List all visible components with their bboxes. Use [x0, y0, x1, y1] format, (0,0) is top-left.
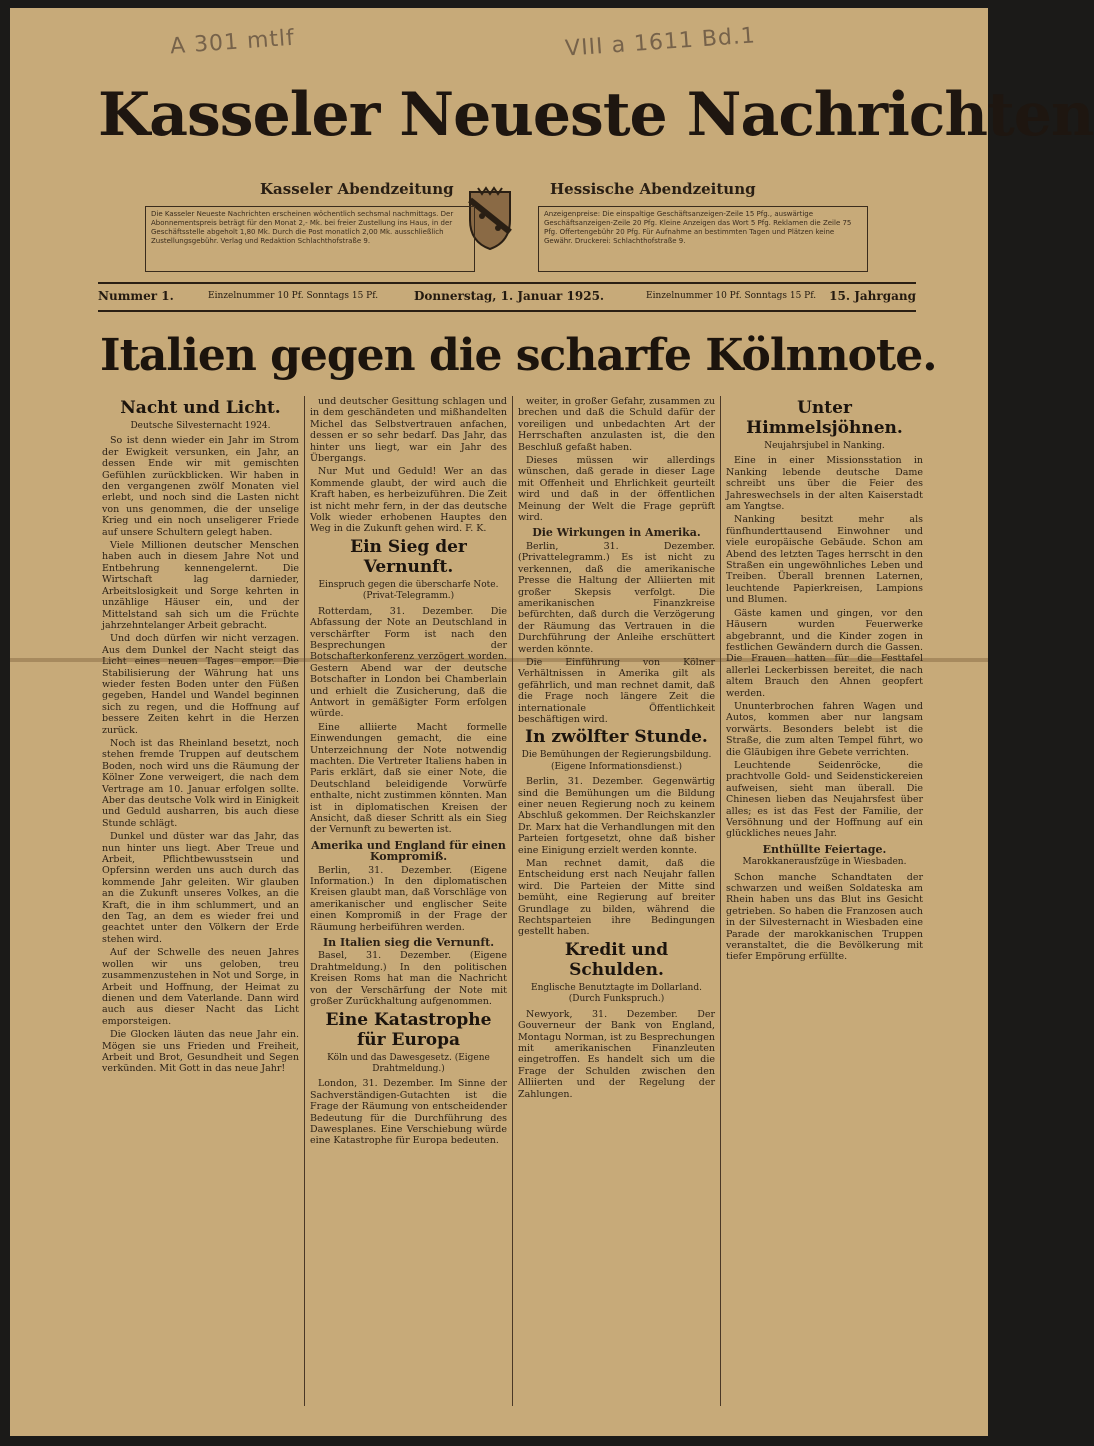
paragraph: Berlin, 31. Dezember. Gegenwärtig sind die Bemühungen um die Bildung einer neuen Regierung noch zu keinem Abschluß gekommen. Der Reichskanzler Dr. Marx hat die Verhandlungen mit den Parteien fortgesetzt, ohne daß bisher eine Einigung erzielt werden konnte.: [518, 776, 715, 856]
paragraph: So ist denn wieder ein Jahr im Strom der Ewigkeit versunken, ein Jahr, an dessen Ende wir mit gemischten Gefühlen zurückblicken. Wir haben in den vergangenen zwölf Monaten viel erlebt, und noch sind die Lasten nicht von uns genommen, die der unselige Krieg und ein noch unseligerer Friede auf unsere Schultern gelegt haben.: [102, 435, 299, 538]
paragraph: Berlin, 31. Dezember. (Privattelegramm.) Es ist nicht zu verkennen, daß die amerikanische Presse die Haltung der Alliierten mit großer Skepsis verfolgt. Die amerikanischen Finanzkreise befürchten, daß durch die Verzögerung der Räumung das Vertrauen in die Durchführung der Anleihe erschüttert werden könnte.: [518, 540, 715, 655]
paragraph: Leuchtende Seidenröcke, die prachtvolle Gold- und Seidenstickereien aufweisen, sieht man überall. Die Chinesen lieben das Neujahrsfest über alles; es ist das Fest der Familie, der Versöhnung und der Hoffnung auf ein glückliches neues Jahr.: [726, 759, 923, 840]
paragraph: Rotterdam, 31. Dezember. Die Abfassung der Note an Deutschland in verschärfter Form ist nach den Besprechungen der Botschafterkonferenz verzögert worden. Gestern Abend war der deutsche Botschafter in London bei Chamberlain und erhielt die Zusicherung, daß die Antwort in gemäßigter Form erfolgen würde.: [310, 605, 507, 720]
article-dek: Neujahrsjubel in Nanking.: [764, 441, 885, 451]
paragraph: Viele Millionen deutscher Menschen haben auch in diesem Jahre Not und Entbehrung kennengelernt. Die Wirtschaft lag darnieder, Arbeitslosigkeit und Sorge kehrten in unzählige Häuser ein, und der Mittelstand sah sich um die Früchte jahrzehntelanger Arbeit gebracht.: [102, 540, 299, 631]
article-title: Nacht und Licht.: [120, 398, 281, 418]
article-title: Ein Sieg der Vernunft.: [350, 536, 467, 577]
article-dek: Einspruch gegen die überscharfe Note. (Privat-Telegramm.): [318, 579, 499, 602]
article-dek: Englische Benutztagte im Dollarland. (Durch Funkspruch.): [531, 982, 702, 1005]
paragraph: Eine in einer Missionsstation in Nanking lebende deutsche Dame schreibt uns über die Feier des Jahreswechsels in der alten Kaiserstadt am Yangtse.: [726, 455, 923, 513]
paragraph: Newyork, 31. Dezember. Der Gouverneur der Bank von England, Montagu Norman, ist zu Besprechungen mit amerikanischen Finanzleuten eingetroffen. Es handelt sich um die Frage der Schulden zwischen den Alliierten und der Regelung der Zahlungen.: [518, 1008, 715, 1100]
issue-date: Donnerstag, 1. Januar 1925.: [414, 289, 605, 303]
article-dek: Köln und das Dawesgesetz. (Eigene Drahtmeldung.): [327, 1052, 490, 1074]
paragraph: Auf der Schwelle des neuen Jahres wollen wir uns geloben, treu zusammenzustehen in Not und Sorge, in Arbeit und Hoffnung, der Heimat zu dienen und dem Vaterlande. Dann wird auch aus dieser Nacht das Licht emporsteigen.: [102, 947, 299, 1027]
paragraph: Man rechnet damit, daß die Entscheidung erst nach Neujahr fallen wird. Die Parteien der Mitte sind bemüht, eine Regierung auf breiter Grundlage zu bilden, während die Rechtsparteien ihre Bedingungen gestellt haben.: [518, 858, 715, 938]
paragraph: Dunkel und düster war das Jahr, das nun hinter uns liegt. Aber Treue und Arbeit, Pflichtbewusstsein und Opfersinn werden uns auch durch das kommende Jahr geleiten. Wir glauben an die Zukunft unseres Volkes, an die Kraft, die in ihm schlummert, und an den Tag, an dem es wieder frei und geachtet unter den Völkern der Erde stehen wird.: [102, 831, 299, 945]
pencil-mark-left: A 301 mtlf: [169, 25, 296, 60]
column-2: [310, 396, 507, 1416]
subtitle-right: Hessische Abendzeitung: [550, 180, 756, 198]
subtitle-left: Kasseler Abendzeitung: [260, 180, 454, 198]
article-title: Eine Katastrophe für Europa: [325, 1009, 492, 1050]
article-title: In Italien sieg die Vernunft.: [322, 936, 495, 950]
column-rule: [720, 396, 721, 1406]
article-dek: Die Bemühungen der Regierungsbildung. (Eigene Informationsdienst.): [521, 750, 712, 772]
price-right: Einzelnummer 10 Pf. Sonntags 15 Pf.: [646, 291, 817, 301]
paragraph: weiter, in großer Gefahr, zusammen zu brechen und daß die Schuld dafür der voreiligen und unbedachten Art der Herrschaften anzulasten ist, die den Beschluß gefaßt haben.: [518, 396, 715, 453]
paragraph: Nanking besitzt mehr als fünfhunderttausend Einwohner und viele europäische Gebäude. Schon am Abend des letzten Tages herrscht in den Straßen ein ungewöhnliches Leben und Treiben. Überall brennen Laternen, leuchtende Papierkreisen, Lampions und Blumen.: [726, 514, 923, 606]
paragraph: Gäste kamen und gingen, vor den Häusern wurden Feuerwerke abgebrannt, und die Kinder zogen in festlichen Gewändern durch die Gassen. Die Frauen hatten für die Festtafel allerlei Leckerbissen bereitet, die nach altem Brauch den Ahnen geopfert werden.: [726, 607, 923, 699]
article-title: Enthüllte Feiertage.: [762, 842, 887, 856]
issue-number: Nummer 1.: [98, 289, 174, 303]
masthead-title: Kasseler Neueste Nachrichten: [98, 80, 1094, 150]
price-left: Einzelnummer 10 Pf. Sonntags 15 Pf.: [208, 291, 379, 301]
paragraph: Berlin, 31. Dezember. (Eigene Information.) In den diplomatischen Kreisen glaubt man, daß Vorschläge von amerikanischer und englischer Seite einen Kompromiß in der Frage der Räumung herbeiführen werden.: [310, 864, 507, 933]
newspaper-page: [10, 8, 1094, 1436]
column-rule: [304, 396, 305, 1406]
subscription-info-box: Die Kasseler Neueste Nachrichten erscheinen wöchentlich sechsmal nachmittags. Der Abonnementspreis beträgt für den Monat 2,- Mk. bei freier Zustellung ins Haus, in der Geschäftsstelle abgeholt 1,80 Mk. Durch die Post monatlich 2,00 Mk. ausschließlich Zustellungsgebühr. Verlag und Redaktion Schlachthofstraße 9.: [145, 206, 475, 272]
paragraph: Eine alliierte Macht formelle Einwendungen gemacht, die eine Unterzeichnung der Note notwendig machten. Die Vertreter Italiens haben in Paris erklärt, daß sie einer Note, die Deutschland beleidigende Vorwürfe enthalte, nicht zustimmen könnten. Man ist in diplomatischen Kreisen der Ansicht, daß dieser Schritt als ein Sieg der Vernunft zu bewerten ist.: [310, 721, 507, 836]
article-dek: Deutsche Silvesternacht 1924.: [130, 421, 271, 431]
paragraph: Dieses müssen wir allerdings wünschen, daß gerade in dieser Lage mit Offenheit und Ehrlichkeit geurteilt wird und daß in der öffentlichen Meinung der Welt die Frage geprüft wird.: [518, 455, 715, 524]
paragraph: Die Einführung von Kölner Verhältnissen in Amerika gilt als gefährlich, und man rechnet damit, daß die Frage noch längere Zeit die internationale Öffentlichkeit beschäftigen wird.: [518, 656, 715, 725]
pencil-mark-right: VIII a 1611 Bd.1: [564, 23, 757, 62]
article-title: Amerika und England für einen Kompromiß.: [311, 838, 506, 864]
paragraph: Ununterbrochen fahren Wagen und Autos, kommen aber nur langsam vorwärts. Besonders belebt ist die Straße, die zum alten Tempel führt, wo die Gläubigen ihre Gebete verrichten.: [726, 700, 923, 758]
column-1: [102, 396, 299, 1416]
article-title: Kredit und Schulden.: [564, 939, 669, 980]
paragraph: Schon manche Schandtaten der schwarzen und weißen Soldateska am Rhein haben uns das Blut ins Gesicht getrieben. So haben die Franzosen auch in der Silvesternacht in Wiesbaden eine Parade der marokkanischen Truppen veranstaltet, die die Bevölkerung mit tiefer Empörung erfüllte.: [726, 871, 923, 963]
advertising-info-box: Anzeigenpreise: Die einspaltige Geschäftsanzeigen-Zeile 15 Pfg., auswärtige Geschäftsanzeigen-Zeile 20 Pfg. Kleine Anzeigen das Wort 5 Pfg. Reklamen die Zeile 75 Pfg. Offertengebühr 20 Pfg. Für Aufnahme an bestimmten Tagen und Plätzen keine Gewähr. Druckerei: Schlachthofstraße 9.: [538, 206, 868, 272]
paragraph: und deutscher Gesittung schlagen und in dem geschändeten und mißhandelten Michel das Selbstvertrauen anfachen, dessen er so sehr bedarf. Das Jahr, das hinter uns liegt, war ein Jahr des Übergangs.: [310, 396, 507, 465]
column-rule: [512, 396, 513, 1406]
paragraph: Basel, 31. Dezember. (Eigene Drahtmeldung.) In den politischen Kreisen Roms hat man die Nachricht von der Verschärfung der Note mit großer Zurückhaltung aufgenommen.: [310, 950, 507, 1008]
volume-number: 15. Jahrgang: [829, 289, 916, 303]
paragraph: Nur Mut und Geduld! Wer an das Kommende glaubt, der wird auch die Kraft haben, es herbeizuführen. Die Zeit ist nicht mehr fern, in der das deutsche Volk wieder erhobenen Hauptes den Weg in die Zukunft gehen wird. F. K.: [310, 466, 507, 535]
paragraph: Die Glocken läuten das neue Jahr ein. Mögen sie uns Frieden und Freiheit, Arbeit und Brot, Gesundheit und Segen verkünden. Mit Gott in das neue Jahr!: [102, 1029, 299, 1075]
main-headline: Italien gegen die scharfe Kölnnote.: [100, 330, 937, 381]
article-title: Unter Himmelsjöhnen.: [746, 398, 903, 438]
column-3: [518, 396, 715, 1416]
paragraph: London, 31. Dezember. Im Sinne der Sachverständigen-Gutachten ist die Frage der Räumung von entscheidender Bedeutung für die Durchführung des Dawesplanes. Eine Verschiebung würde eine Katastrophe für Europa bedeuten.: [310, 1078, 507, 1147]
article-title: Die Wirkungen in Amerika.: [532, 526, 701, 540]
paragraph: Und doch dürfen wir nicht verzagen. Aus dem Dunkel der Nacht steigt das Licht eines neuen Tages empor. Die Stabilisierung der Währung hat uns wieder festen Boden unter den Füßen gegeben, Handel und Wandel beginnen sich zu regen, und die Hoffnung auf bessere Zeiten kehrt in die Herzen zurück.: [102, 633, 299, 736]
dateline-bar: [98, 282, 916, 312]
column-4: [726, 396, 923, 1416]
paragraph: Noch ist das Rheinland besetzt, noch stehen fremde Truppen auf deutschem Boden, noch wird uns die Räumung der Kölner Zone verweigert, die nach dem Vertrage am 10. Januar erfolgen sollte. Aber das deutsche Volk wird in Einigkeit und Geduld ausharren, bis auch diese Stunde schlägt.: [102, 737, 299, 829]
article-dek: Marokkanerausfzüge in Wiesbaden.: [742, 857, 907, 868]
article-title: In zwölfter Stunde.: [525, 727, 708, 748]
